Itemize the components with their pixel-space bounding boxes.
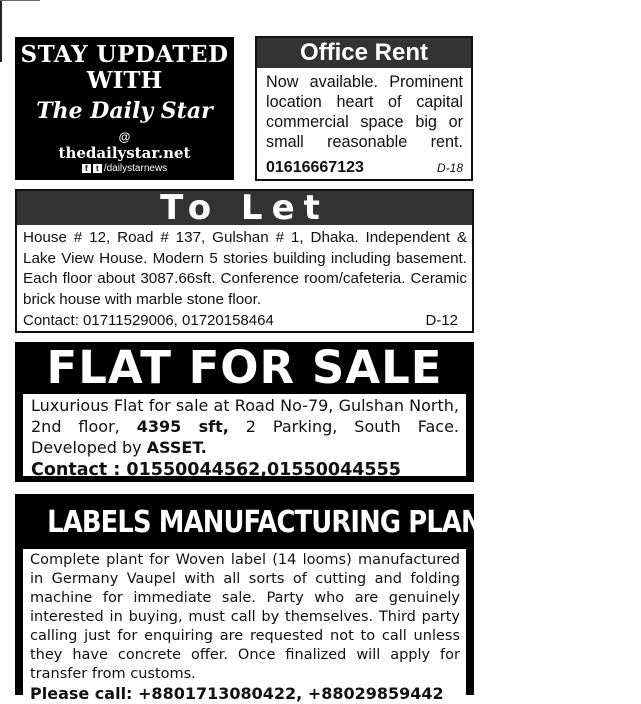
- twitter-icon[interactable]: t: [93, 164, 102, 173]
- office-rent-phone: 01616667123: [266, 159, 364, 176]
- stay-updated-heading: STAY UPDATED: [20, 41, 229, 68]
- stay-updated-ad: [15, 37, 234, 180]
- facebook-icon[interactable]: f: [82, 164, 91, 173]
- with-heading: WITH: [86, 67, 163, 94]
- labels-plant-title: LABELS MANUFACTURING PLANT FOR SALE: [47, 505, 641, 540]
- to-let-code: D-12: [425, 312, 458, 329]
- flat-for-sale-ad: [15, 342, 474, 482]
- flat-for-sale-text: [31, 395, 459, 458]
- social-handle[interactable]: /dailystarnews: [103, 163, 168, 174]
- page-edge-mark-top: [0, 0, 40, 14]
- social-row: [15, 163, 234, 174]
- daily-star-logo: The Daily Star: [36, 98, 213, 124]
- office-rent-body: Now available. Prominent location heart of capital commercial space big or small reasonable rent.: [266, 73, 463, 151]
- office-rent-footer: [266, 159, 463, 177]
- flat-for-sale-box: [23, 394, 466, 480]
- flat-text-a: Luxurious Flat for sale at Road No-79, Gulshan North, 2nd floor,: [31, 396, 459, 436]
- at-symbol: @: [118, 130, 131, 144]
- office-rent-ad: [255, 36, 473, 181]
- flat-contact: Contact : 01550044562,01550044555: [31, 460, 401, 480]
- website-link[interactable]: thedailystar.net: [58, 144, 191, 162]
- flat-for-sale-title: FLAT FOR SALE: [46, 341, 443, 394]
- flat-size: 4395 sft,: [136, 417, 229, 436]
- labels-plant-call: Please call: +8801713080422, +88029859442: [30, 684, 444, 703]
- labels-plant-ad: [15, 494, 641, 703]
- to-let-footer: [23, 312, 458, 329]
- labels-plant-body: Complete plant for Woven label (14 looms) manufactured in Germany Vaupel with all sorts of cutting and folding machine for immediate sale. Party who are genuinely interested in buying, must call by themselves. Third party calling just for enquiring are requested not to call unless they have concrete offer. Once finalized will apply for transfer from customs.: [30, 552, 460, 682]
- office-rent-code: D-18: [436, 161, 463, 175]
- to-let-ad: [15, 189, 474, 333]
- flat-developer: ASSET.: [146, 438, 207, 457]
- flat-text-b: 2 Parking, South Face. Developed by: [31, 417, 459, 457]
- to-let-title: To Let: [17, 191, 472, 225]
- to-let-body: House # 12, Road # 137, Gulshan # 1, Dhaka. Independent & Lake View House. Modern 5 stories building including basement. Each floor about 3087.66sft. Conference room/cafeteria. Ceramic brick house with marble stone floor.: [23, 229, 467, 308]
- office-rent-title: Office Rent: [257, 38, 471, 68]
- labels-plant-box: [23, 549, 466, 703]
- to-let-contact: Contact: 01711529006, 01720158464: [23, 312, 274, 329]
